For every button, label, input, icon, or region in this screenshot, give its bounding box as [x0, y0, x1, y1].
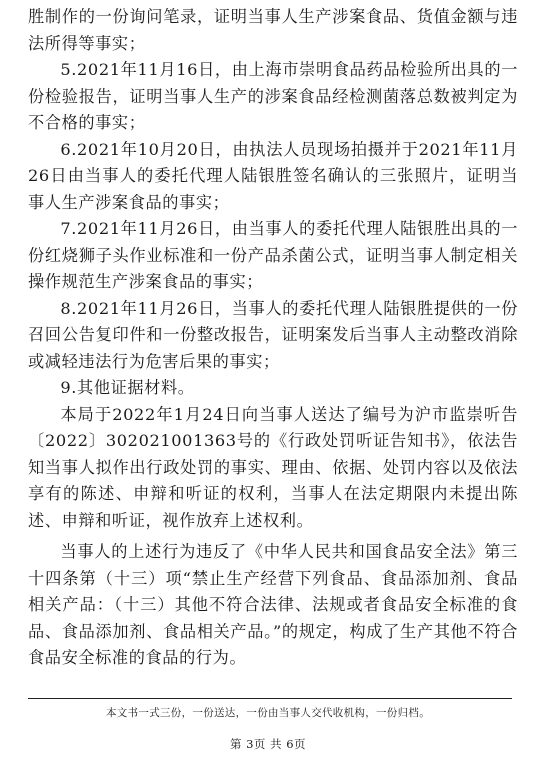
- footer-note: 本文书一式三份，一份送达，一份由当事人交代收机构，一份归档。: [106, 707, 430, 719]
- paragraph-evidence-4-continued: 胜制作的一份询问笔录，证明当事人生产涉案食品、货值金额与违法所得等事实；: [28, 7, 518, 53]
- paragraph-evidence-8: 8.2021年11月26日，当事人的委托代理人陆银胜提供的一份召回公告复印件和一份整改报告，证明案发后当事人主动整改消除或减轻违法行为危害后果的事实；: [28, 298, 518, 371]
- paragraph-evidence-5: 5.2021年11月16日，由上海市崇明食品药品检验所出具的一份检验报告，证明当事人生产的涉案食品经检测菌落总数被判定为不合格的事实；: [28, 60, 518, 132]
- document-body: [28, 4, 518, 672]
- paragraph-evidence-6: 6.2021年10月20日，由执法人员现场拍摄并于2021年11月26日由当事人的委托代理人陆银胜签名确认的三张照片，证明当事人生产涉案食品的事实；: [28, 139, 518, 212]
- page-number: 第 3页 共 6页: [229, 737, 307, 751]
- paragraph-hearing-notice: 本局于2022年1月24日向当事人送达了编号为沪市监崇听告〔2022〕302021001363号的《行政处罚听证告知书》，依法告知当事人拟作出行政处罚的事实、理由、依据、处罚内容以及依法享有的陈述、申辩和听证的权利，当事人在法定期限内未提出陈述、申辩和听证，视作放弃上述权利。: [28, 404, 518, 530]
- paragraph-evidence-9: 9.其他证据材料。: [60, 378, 195, 397]
- paragraph-evidence-7: 7.2021年11月26日，由当事人的委托代理人陆银胜出具的一份红烧狮子头作业标准和一份产品杀菌公式，证明当事人制定相关操作规范生产涉案食品的事实；: [28, 219, 518, 291]
- footer-divider: [28, 698, 512, 699]
- paragraph-violation: 当事人的上述行为违反了《中华人民共和国食品安全法》第三十四条第（十三）项“禁止生产经营下列食品、食品添加剂、食品相关产品：（十三）其他不符合法律、法规或者食品安全标准的食品、食品添加剂、食品相关产品。”的规定，构成了生产其他不符合食品安全标准的食品的行为。: [28, 542, 518, 667]
